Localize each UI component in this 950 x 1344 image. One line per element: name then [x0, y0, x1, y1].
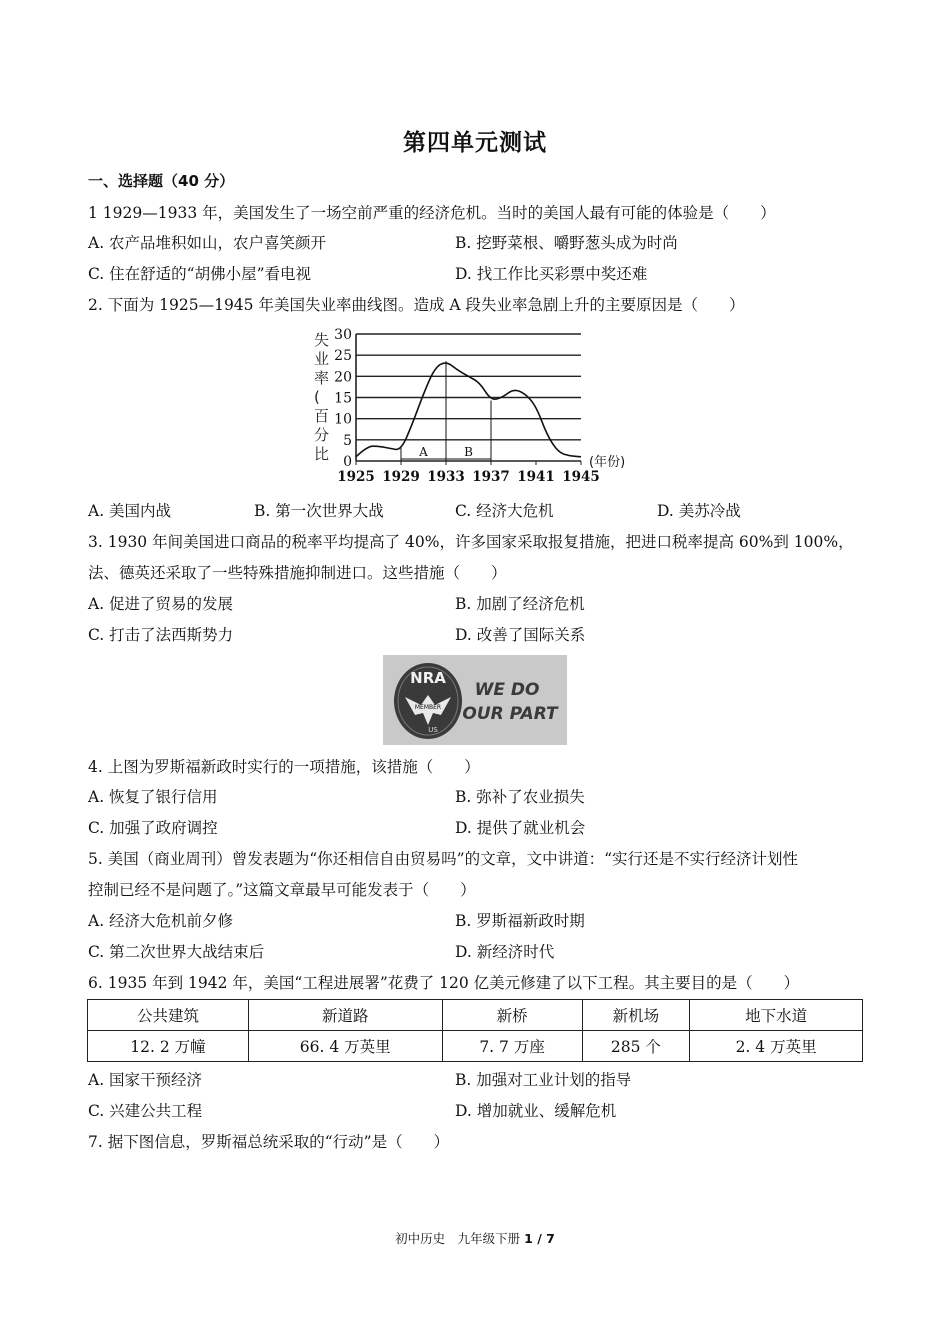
table-row: [88, 1031, 863, 1062]
y-label-char: 业: [314, 350, 330, 368]
y-tick-label: 0: [343, 454, 352, 470]
table-header-cell: 新机场: [582, 1000, 689, 1031]
q1-option-b: B. 挖野菜根、嚼野葱头成为时尚: [455, 234, 678, 252]
q2-option-b: B. 第一次世界大战: [254, 502, 384, 520]
chart-grid: [356, 334, 581, 461]
table-header-cell: 新桥: [442, 1000, 582, 1031]
y-tick-label: 25: [334, 348, 352, 365]
question-1-stem: 1 1929—1933 年，美国发生了一场空前严重的经济危机。当时的美国人最有可能的体验是（ ）: [88, 204, 776, 222]
nra-eagle-icon: [383, 655, 567, 745]
table-cell: 7. 7 万座: [442, 1031, 582, 1062]
x-tick-label: 1933: [427, 469, 465, 485]
q1-option-a: A. 农产品堆积如山，农户喜笑颜开: [88, 234, 327, 252]
q1-option-c: C. 住在舒适的“胡佛小屋”看电视: [88, 265, 312, 283]
table-header-cell: 新道路: [248, 1000, 442, 1031]
question-4-stem: 4. 上图为罗斯福新政时实行的一项措施，该措施（ ）: [88, 758, 480, 776]
x-tick-label: 1945: [562, 469, 600, 485]
y-label-char: 分: [314, 426, 330, 444]
y-label-char: 比: [314, 445, 330, 463]
badge-slogan-line1: WE DO: [474, 680, 540, 700]
badge-slogan-line2: OUR PART: [462, 704, 558, 724]
q3-option-a: A. 促进了贸易的发展: [88, 595, 234, 613]
table-header-row: [88, 1000, 863, 1031]
works-table: [87, 999, 863, 1062]
q6-option-c: C. 兴建公共工程: [88, 1102, 203, 1120]
table-cell: 285 个: [582, 1031, 689, 1062]
q5-option-b: B. 罗斯福新政时期: [455, 912, 585, 930]
q6-option-b: B. 加强对工业计划的指导: [455, 1071, 632, 1089]
q5-option-a: A. 经济大危机前夕修: [88, 912, 234, 930]
y-label-char: 百: [314, 407, 330, 425]
nra-badge-image: [383, 655, 567, 745]
q3-option-b: B. 加剧了经济危机: [455, 595, 585, 613]
page-footer: [0, 1229, 950, 1247]
page-title: 第四单元测试: [403, 130, 547, 156]
q6-option-a: A. 国家干预经济: [88, 1071, 203, 1089]
badge-seal-text: US: [428, 726, 438, 734]
q3-option-c: C. 打击了法西斯势力: [88, 626, 234, 644]
y-label-char: 失: [314, 331, 330, 349]
table-header-cell: 公共建筑: [88, 1000, 249, 1031]
footer-text: 初中历史 九年级下册: [395, 1231, 525, 1246]
page-number: 1 / 7: [524, 1231, 555, 1246]
y-tick-label: 5: [343, 432, 352, 449]
q5-option-c: C. 第二次世界大战结束后: [88, 943, 265, 961]
y-tick-label: 10: [334, 411, 352, 428]
section-heading: 一、选择题（40 分）: [88, 172, 235, 190]
q2-option-c: C. 经济大危机: [455, 502, 554, 520]
x-tick-label: 1937: [472, 469, 510, 485]
y-tick-label: 30: [334, 327, 352, 343]
q2-option-a: A. 美国内战: [88, 502, 172, 520]
q1-option-d: D. 找工作比买彩票中奖还难: [455, 265, 648, 283]
table-cell: 2. 4 万英里: [690, 1031, 863, 1062]
x-tick-label: 1929: [382, 469, 420, 485]
q4-option-a: A. 恢复了银行信用: [88, 788, 218, 806]
q4-option-b: B. 弥补了农业损失: [455, 788, 585, 806]
table-cell: 66. 4 万英里: [248, 1031, 442, 1062]
y-label-char: 率: [314, 369, 330, 387]
question-5-stem-line2: 控制已经不是问题了。”这篇文章最早可能发表于（ ）: [88, 881, 476, 899]
question-3-stem-line1: 3. 1930 年间美国进口商品的税率平均提高了 40%，许多国家采取报复措施，把进口税率提高 60%到 100%，: [88, 533, 854, 551]
q3-option-d: D. 改善了国际关系: [455, 626, 586, 644]
segment-label-a: A: [419, 445, 428, 459]
unemployment-chart: [308, 325, 640, 487]
table-header-cell: 地下水道: [690, 1000, 863, 1031]
segment-label-b: B: [464, 445, 473, 459]
badge-nra-text: NRA: [410, 669, 446, 687]
y-tick-label: 20: [334, 369, 352, 386]
q4-option-d: D. 提供了就业机会: [455, 819, 586, 837]
badge-member-text: MEMBER: [414, 704, 442, 711]
question-3-stem-line2: 法、德英还采取了一些特殊措施抑制进口。这些措施（ ）: [88, 564, 507, 582]
y-label-char: (: [314, 388, 320, 406]
x-axis-label: (年份): [589, 455, 626, 470]
question-7-stem: 7. 据下图信息，罗斯福总统采取的“行动”是（ ）: [88, 1133, 450, 1151]
q6-option-d: D. 增加就业、缓解危机: [455, 1102, 617, 1120]
x-tick-label: 1941: [517, 469, 555, 485]
question-6-stem: 6. 1935 年到 1942 年，美国“工程进展署”花费了 120 亿美元修建了以下工程。其主要目的是（ ）: [88, 974, 800, 992]
question-5-stem-line1: 5. 美国（商业周刊）曾发表题为“你还相信自由贸易吗”的文章，文中讲道：“实行还是不实行经济计划性: [88, 850, 798, 868]
q5-option-d: D. 新经济时代: [455, 943, 555, 961]
x-tick-label: 1925: [337, 469, 375, 485]
unemployment-line: [356, 363, 581, 457]
question-2-stem: 2. 下面为 1925—1945 年美国失业率曲线图。造成 A 段失业率急剧上升的主要原因是（ ）: [88, 296, 745, 314]
q4-option-c: C. 加强了政府调控: [88, 819, 218, 837]
table-cell: 12. 2 万幢: [88, 1031, 249, 1062]
y-tick-label: 15: [334, 390, 352, 407]
y-axis-label: [314, 331, 329, 463]
q2-option-d: D. 美苏冷战: [657, 502, 741, 520]
